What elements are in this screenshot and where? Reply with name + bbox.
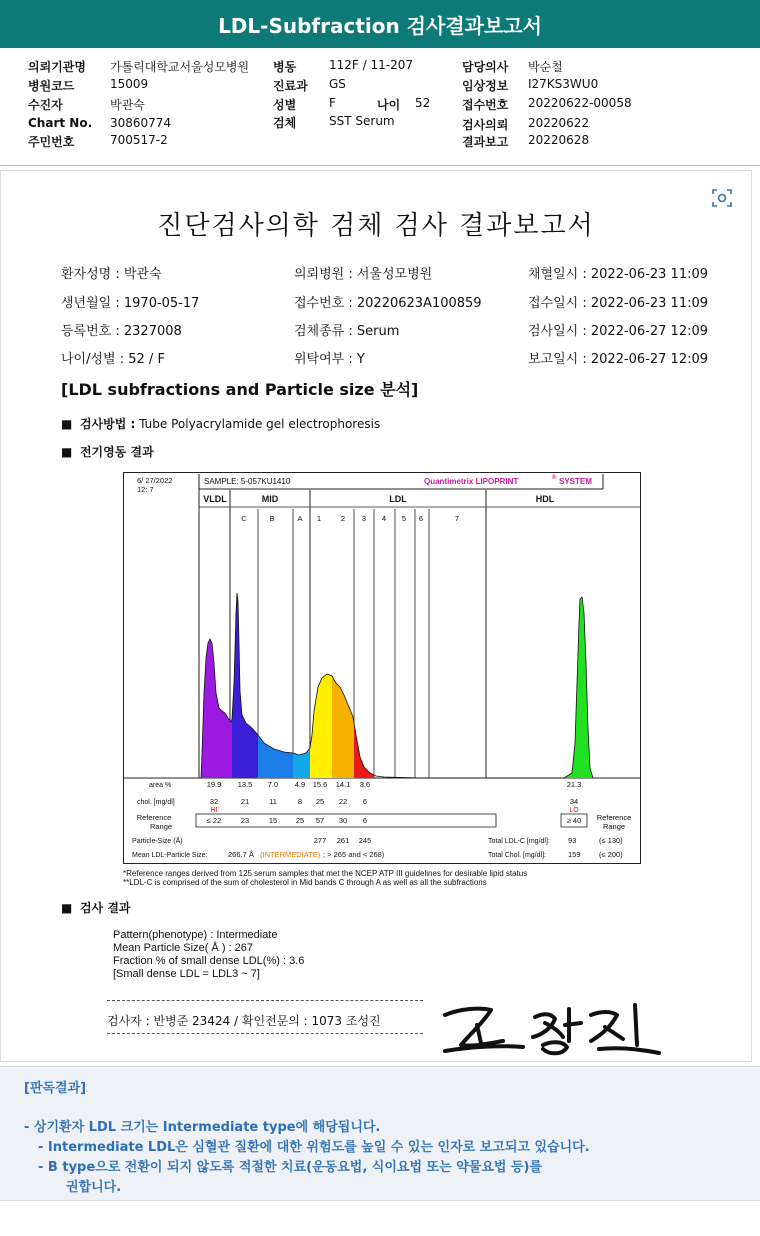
header-value: 가톨릭대학교서울성모병원 (110, 60, 250, 74)
band-label-4: 4 (381, 514, 387, 523)
area-value: 19.9 (206, 780, 222, 789)
header-label: 검사의뢰 (462, 118, 509, 132)
ref-value: 23 (240, 816, 250, 825)
chol-value: 6 (362, 797, 368, 806)
header-label: 성별 (273, 98, 297, 112)
info-test-time: 검사일시 : 2022-06-27 12:09 (528, 324, 709, 339)
header-label: 검체 (273, 116, 297, 130)
signature-divider-bottom (107, 1033, 423, 1034)
verdict-line-3: - B type으로 전환이 되지 않도록 적절한 치료(운동요법, 식이요법 또는 약물요법 등)를 (38, 1160, 543, 1175)
header-value: 700517-2 (110, 133, 168, 147)
ref-value: 57 (315, 816, 325, 825)
particle-label: Particle-Size (Å) (132, 838, 183, 845)
particle-value: 261 (336, 836, 350, 845)
report-header (0, 48, 760, 166)
chol-value: 25 (315, 797, 325, 806)
peak-ldl2 (332, 676, 354, 778)
total-ldl-value: 93 (568, 836, 577, 845)
ref-value: ≥ 40 (566, 816, 582, 825)
header-label: 결과보고 (462, 135, 509, 149)
verdict-body (0, 1104, 760, 1201)
chol-value: 22 (338, 797, 348, 806)
header-label: 병원코드 (28, 79, 75, 93)
area-value: 13.5 (237, 780, 253, 789)
peak-ldl1 (310, 674, 332, 778)
lipoprint-chart (123, 472, 641, 864)
result-definition: [Small dense LDL = LDL3 ~ 7] (113, 968, 260, 980)
chart-brand: Quantimetrix LIPOPRINT (424, 477, 519, 486)
band-label-2: 2 (340, 514, 346, 523)
total-ldl-ref: (≤ 130) (599, 836, 623, 845)
verdict-line-4: 권합니다. (66, 1180, 122, 1195)
header-label: Chart No. (28, 116, 93, 130)
header-label: 병동 (273, 60, 297, 74)
particle-value: 277 (313, 836, 327, 845)
ref-label-1: Reference (136, 813, 172, 822)
signature-divider-top (107, 1000, 423, 1001)
total-ldl-label: Total LDL-C [mg/dl]: (488, 838, 550, 845)
particle-value: 245 (358, 836, 372, 845)
header-value: 박순철 (528, 60, 563, 74)
header-label: 담당의사 (462, 60, 509, 74)
chol-value: 11 (269, 797, 277, 806)
info-collect-time: 채혈일시 : 2022-06-23 11:09 (528, 267, 709, 282)
flag-hdl-lo: LO (569, 807, 579, 814)
header-value: SST Serum (329, 114, 395, 128)
header-value: 52 (415, 96, 431, 110)
verdict-line-1: - 상기환자 LDL 크기는 Intermediate type에 해당됩니다. (24, 1120, 381, 1135)
band-label-6: 6 (418, 514, 424, 523)
method-value: Tube Polyacrylamide gel electrophoresis (139, 417, 381, 431)
info-outsource: 위탁여부 : Y (294, 352, 365, 367)
signature-line: 검사자 : 반병준 23424 / 확인전문의 : 1073 조성진 (107, 1014, 381, 1028)
info-patient-name: 환자성명 : 박관숙 (61, 267, 162, 282)
header-label: 임상정보 (462, 79, 509, 93)
info-receipt-no: 접수번호 : 20220623A100859 (294, 296, 482, 311)
bullet-method: ■ 검사방법 : Tube Polyacrylamide gel electrophoresis (61, 417, 381, 431)
header-value: 30860774 (110, 116, 172, 130)
chart-note-1: *Reference ranges derived from 125 serum samples that met the NCEP ATP III guidelines for desirable lipid status (123, 869, 528, 878)
ref-label-1-right: Reference (596, 813, 632, 822)
chol-value: 34 (569, 797, 579, 806)
info-report-time: 보고일시 : 2022-06-27 12:09 (528, 352, 709, 367)
header-value: 20220628 (528, 133, 590, 147)
lipoprint-chart-svg (124, 473, 640, 863)
header-label: 주민번호 (28, 135, 75, 149)
mean-range: ; > 265 and < 268) (323, 850, 385, 859)
ref-value: 15 (268, 816, 278, 825)
group-label-hdl: HDL (535, 494, 555, 504)
header-value: GS (329, 77, 346, 91)
document-title: 진단검사의학 검체 검사 결과보고서 (157, 211, 595, 241)
chart-brand-reg: ® (552, 475, 557, 481)
section-title: [LDL subfractions and Particle size 분석] (61, 380, 419, 399)
mean-value: 266.7 Å (228, 850, 254, 859)
area-value: 15.6 (312, 780, 328, 789)
ref-label-2-right: Range (602, 822, 626, 831)
chart-time: 12: 7 (137, 485, 154, 494)
ref-value: 25 (295, 816, 305, 825)
info-specimen: 검체종류 : Serum (294, 324, 400, 339)
header-value: I27KS3WU0 (528, 77, 599, 91)
report-title-bar (0, 0, 760, 48)
info-age-sex: 나이/성별 : 52 / F (61, 352, 165, 367)
header-label: 나이 (377, 98, 401, 112)
header-label: 수진자 (28, 98, 63, 112)
group-label-ldl: LDL (389, 494, 407, 504)
chol-value: 32 (209, 797, 219, 806)
result-pattern: Pattern(phenotype) : Intermediate (113, 929, 278, 941)
area-value: 3.6 (359, 780, 371, 789)
peak-ldl3 (354, 723, 374, 778)
header-value: 15009 (110, 77, 149, 91)
info-birthdate: 생년월일 : 1970-05-17 (61, 296, 200, 311)
ref-value: 6 (362, 816, 368, 825)
ref-value: ≤ 22 (206, 816, 222, 825)
area-value: 21.3 (566, 780, 582, 789)
header-value: 112F / 11-207 (329, 58, 413, 72)
result-fraction: Fraction % of small dense LDL(%) : 3.6 (113, 955, 305, 967)
chart-brand-suffix: SYSTEM (559, 477, 592, 486)
chol-label: chol. [mg/dl] (137, 799, 175, 806)
band-label-1: 1 (316, 514, 322, 523)
flag-vldl-hi: HI (210, 807, 218, 814)
ref-value: 30 (338, 816, 348, 825)
area-label: area % (149, 782, 172, 789)
chol-value: 8 (297, 797, 303, 806)
verdict-line-2: - Intermediate LDL은 심혈관 질환에 대한 위험도를 높일 수 있는 인자로 보고되고 있습니다. (38, 1140, 590, 1155)
chart-note-2: **LDL-C is comprised of the sum of cholesterol in Mid bands C through A as well as all the subfractions (123, 878, 487, 887)
info-hospital: 의뢰병원 : 서울성모병원 (294, 267, 433, 282)
total-chol-ref: (≤ 200) (599, 850, 623, 859)
header-divider (0, 165, 760, 166)
peak-hdl (564, 597, 593, 778)
band-label-5: 5 (401, 514, 407, 523)
header-label: 접수번호 (462, 98, 509, 112)
info-receipt-time: 접수일시 : 2022-06-23 11:09 (528, 296, 709, 311)
chol-value: 21 (240, 797, 250, 806)
header-label: 진료과 (273, 79, 308, 93)
total-chol-label: Total Chol. [mg/dl]: (488, 852, 546, 859)
info-reg-no: 등록번호 : 2327008 (61, 324, 182, 339)
result-label: 검사 결과 (79, 901, 131, 915)
verdict-header (0, 1066, 760, 1106)
band-label-A: A (297, 514, 303, 523)
band-label-C: C (241, 514, 247, 523)
handwritten-signature (439, 997, 669, 1059)
header-value: 20220622 (528, 116, 590, 130)
group-label-mid: MID (261, 494, 279, 504)
header-value: 박관숙 (110, 98, 145, 112)
header-value: F (329, 96, 336, 110)
bullet-electrophoresis: ■ 전기영동 결과 (61, 445, 154, 459)
band-label-7: 7 (454, 514, 460, 523)
total-chol-value: 159 (568, 850, 581, 859)
group-label-vldl: VLDL (203, 494, 227, 504)
chart-sample: SAMPLE: 5-057KU1410 (204, 477, 291, 486)
result-mean-size: Mean Particle Size( Å ) : 267 (113, 942, 254, 954)
bullet-result: ■ 검사 결과 (61, 901, 131, 915)
chart-date: 6/ 27/2022 (137, 476, 173, 485)
ref-label-2: Range (149, 822, 173, 831)
header-value: 20220622-00058 (528, 96, 632, 110)
mean-label: Mean LDL-Particle Size: (132, 852, 208, 859)
peak-mid-a (293, 748, 310, 778)
electro-label: 전기영동 결과 (79, 445, 154, 459)
header-label: 의뢰기관명 (28, 60, 86, 74)
area-value: 14.1 (335, 780, 351, 789)
report-document-image (0, 170, 752, 1062)
method-label: 검사방법 : (79, 417, 136, 431)
report-title: LDL-Subfraction 검사결과보고서 (218, 13, 542, 38)
band-label-B: B (269, 514, 275, 523)
band-label-3: 3 (361, 514, 367, 523)
area-value: 4.9 (294, 780, 306, 789)
mean-class: (INTERMEDIATE) (260, 850, 321, 859)
area-value: 7.0 (267, 780, 279, 789)
verdict-label: [판독결과] (24, 1081, 87, 1096)
